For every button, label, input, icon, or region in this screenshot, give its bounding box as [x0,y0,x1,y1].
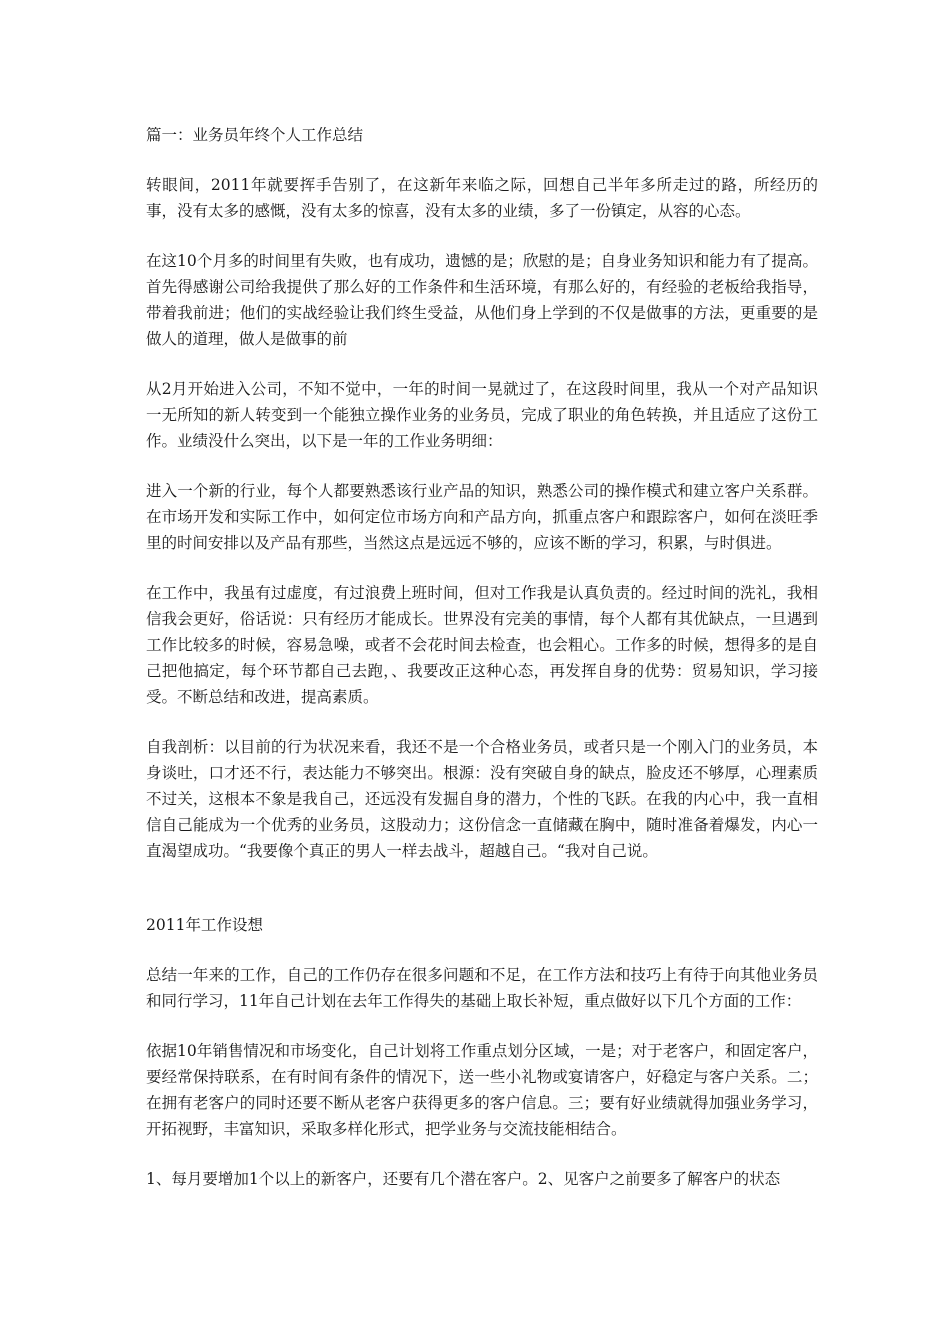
section-title: 2011年工作设想 [146,916,263,934]
section-spacer [146,888,818,912]
section-paragraph-3: 1、每月要增加1个以上的新客户，还要有几个潜在客户。2、见客户之前要多了解客户的状态 [146,1170,781,1188]
document-body [146,122,818,1216]
paragraph-4: 进入一个新的行业，每个人都要熟悉该行业产品的知识，熟悉公司的操作模式和建立客户关系群。在市场开发和实际工作中，如何定位市场方向和产品方向，抓重点客户和跟踪客户，如何在淡旺季里的时间安排以及产品有那些，当然这点是远远不够的，应该不断的学习，积累，与时俱进。 [146,482,818,552]
paragraph-3: 从2月开始进入公司，不知不觉中，一年的时间一晃就过了，在这段时间里，我从一个对产品知识一无所知的新人转变到一个能独立操作业务的业务员，完成了职业的角色转换，并且适应了这份工作。业绩没什么突出，以下是一年的工作业务明细： [146,380,818,450]
section-paragraph-2: 依据10年销售情况和市场变化，自己计划将工作重点划分区域，一是；对于老客户，和固定客户，要经常保持联系，在有时间有条件的情况下，送一些小礼物或宴请客户，好稳定与客户关系。二；在拥有老客户的同时还要不断从老客户获得更多的客户信息。三；要有好业绩就得加强业务学习，开拓视野，丰富知识，采取多样化形式，把学业务与交流技能相结合。 [146,1042,818,1138]
document-title: 篇一：业务员年终个人工作总结 [146,126,364,144]
paragraph-6: 自我剖析：以目前的行为状况来看，我还不是一个合格业务员，或者只是一个刚入门的业务员，本身谈吐，口才还不行，表达能力不够突出。根源：没有突破自身的缺点，脸皮还不够厚，心理素质不过关，这根本不象是我自己，还远没有发掘自身的潜力，个性的飞跃。在我的内心中，我一直相信自己能成为一个优秀的业务员，这股动力；这份信念一直储藏在胸中，随时准备着爆发，内心一直渴望成功。“我要像个真正的男人一样去战斗，超越自己。“我对自己说。 [146,738,818,860]
section-paragraph-1: 总结一年来的工作，自己的工作仍存在很多问题和不足，在工作方法和技巧上有待于向其他业务员和同行学习，11年自己计划在去年工作得失的基础上取长补短，重点做好以下几个方面的工作： [146,966,818,1010]
paragraph-1: 转眼间，2011年就要挥手告别了，在这新年来临之际，回想自己半年多所走过的路，所经历的事，没有太多的感慨，没有太多的惊喜，没有太多的业绩，多了一份镇定，从容的心态。 [146,176,818,220]
paragraph-5: 在工作中，我虽有过虚度，有过浪费上班时间，但对工作我是认真负责的。经过时间的洗礼，我相信我会更好，俗话说：只有经历才能成长。世界没有完美的事情，每个人都有其优缺点，一旦遇到工作比较多的时候，容易急噪，或者不会花时间去检查，也会粗心。工作多的时候，想得多的是自己把他搞定，每个环节都自己去跑，、我要改正这种心态，再发挥自身的优势：贸易知识，学习接受。不断总结和改进，提高素质。 [146,584,818,706]
paragraph-2: 在这10个月多的时间里有失败，也有成功，遗憾的是；欣慰的是；自身业务知识和能力有了提高。首先得感谢公司给我提供了那么好的工作条件和生活环境，有那么好的，有经验的老板给我指导，带着我前进；他们的实战经验让我们终生受益，从他们身上学到的不仅是做事的方法，更重要的是做人的道理，做人是做事的前 [146,252,818,348]
